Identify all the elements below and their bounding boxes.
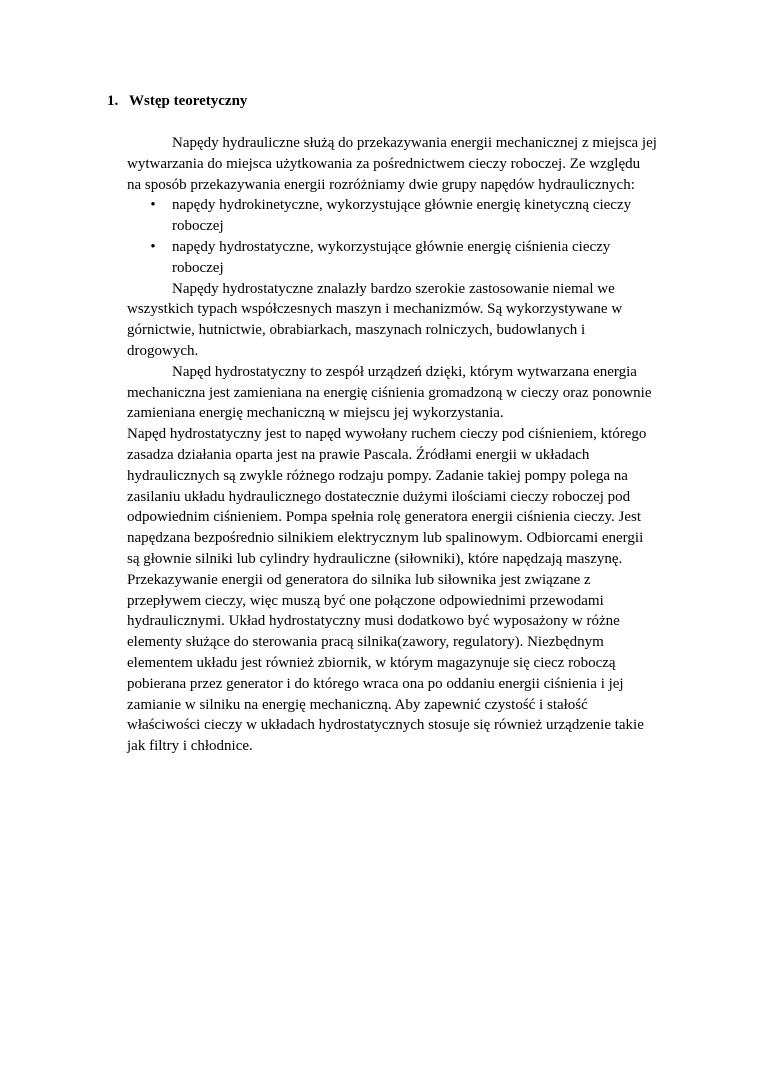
paragraph-line: Napęd hydrostatyczny jest to napęd wywołany ruchem cieczy pod ciśnieniem, którego: [127, 426, 647, 443]
paragraph-line: zamieniana energię mechaniczną w miejscu jej wykorzystania.: [127, 405, 504, 422]
paragraph-line: na sposób przekazywania energii rozróżniamy dwie grupy napędów hydraulicznych:: [127, 176, 635, 193]
section-title: Wstęp teoretyczny: [129, 93, 248, 109]
paragraph-line: właściwości cieczy w układach hydrostatycznych stosuje się również urządzenie takie: [127, 717, 644, 734]
paragraph-line: odpowiednim ciśnieniem. Pompa spełnia rolę generatora energii ciśnienia cieczy. Jest: [127, 509, 641, 526]
paragraph-line: hydraulicznych są zwykle różnego rodzaju pompy. Zadanie takiej pompy polega na: [127, 467, 628, 484]
paragraph-line: Napęd hydrostatyczny to zespół urządzeń dzięki, którym wytwarzana energia: [172, 363, 637, 380]
paragraph-line: elementem układu jest również zbiornik, w którym magazynuje się ciecz roboczą: [127, 654, 616, 671]
paragraph-line: wszystkich typach współczesnych maszyn i mechanizmów. Są wykorzystywane w: [127, 301, 623, 318]
bullet-icon: •: [150, 238, 156, 255]
paragraph-line: zamianie w silniku na energię mechaniczną. Aby zapewnić czystość i stałość: [127, 696, 588, 713]
paragraph-line: Przekazywanie energii od generatora do silnika lub siłownika jest związane z: [127, 571, 591, 588]
paragraph-line: przepływem cieczy, więc muszą być one połączone odpowiednimi przewodami: [127, 592, 604, 609]
paragraph-line: jak filtry i chłodnice.: [127, 738, 253, 755]
bullet-icon: •: [150, 197, 156, 214]
list-item-line: roboczej: [172, 259, 224, 276]
bullet-list: [127, 195, 672, 278]
paragraph-line: zasadza działania oparta jest na prawie Pascala. Źródłami energii w układach: [127, 446, 590, 463]
section-number: 1.: [107, 93, 119, 109]
paragraph-line: hydraulicznymi. Układ hydrostatyczny musi dodatkowo być wyposażony w różne: [127, 613, 620, 630]
paragraph-line: pobierana przez generator i do którego wraca ona po oddaniu energii ciśnienia i jej: [127, 675, 624, 692]
section-heading: [107, 91, 247, 111]
list-item-line: [127, 237, 672, 258]
paragraph-line: górnictwie, hutnictwie, obrabiarkach, maszynach rolniczych, budowlanych i: [127, 322, 586, 339]
paragraph-line: mechaniczna jest zamieniana na energię ciśnienia gromadzoną w cieczy oraz ponownie: [127, 384, 652, 401]
paragraph-line: są głownie silniki lub cylindry hydrauliczne (siłowniki), które napędzają maszynę.: [127, 550, 623, 567]
paragraph-line: elementy służące do sterowania pracą silnika(zawory, regulatory). Niezbędnym: [127, 634, 604, 651]
body-text: [127, 133, 672, 757]
paragraph-line: Napędy hydrauliczne służą do przekazywania energii mechanicznej z miejsca jej: [172, 135, 657, 151]
list-item-line: [127, 195, 672, 216]
list-item-text: napędy hydrokinetyczne, wykorzystujące głównie energię kinetyczną cieczy: [172, 197, 632, 214]
list-item: [127, 195, 672, 237]
paragraph-line: napędzana bezpośrednio silnikiem elektrycznym lub spalinowym. Odbiorcami energii: [127, 530, 644, 547]
paragraph-line: wytwarzania do miejsca użytkowania za pośrednictwem cieczy roboczej. Ze względu: [127, 155, 641, 172]
list-item-text: napędy hydrostatyczne, wykorzystujące głównie energię ciśnienia cieczy: [172, 238, 611, 255]
paragraph-line: Napędy hydrostatyczne znalazły bardzo szerokie zastosowanie niemal we: [172, 280, 615, 297]
paragraph-line: drogowych.: [127, 342, 199, 359]
list-item-line: roboczej: [172, 218, 224, 235]
list-item: [127, 237, 672, 279]
paragraph-line: zasilaniu układu hydraulicznego dostatecznie dużymi ilościami cieczy roboczej pod: [127, 488, 631, 505]
